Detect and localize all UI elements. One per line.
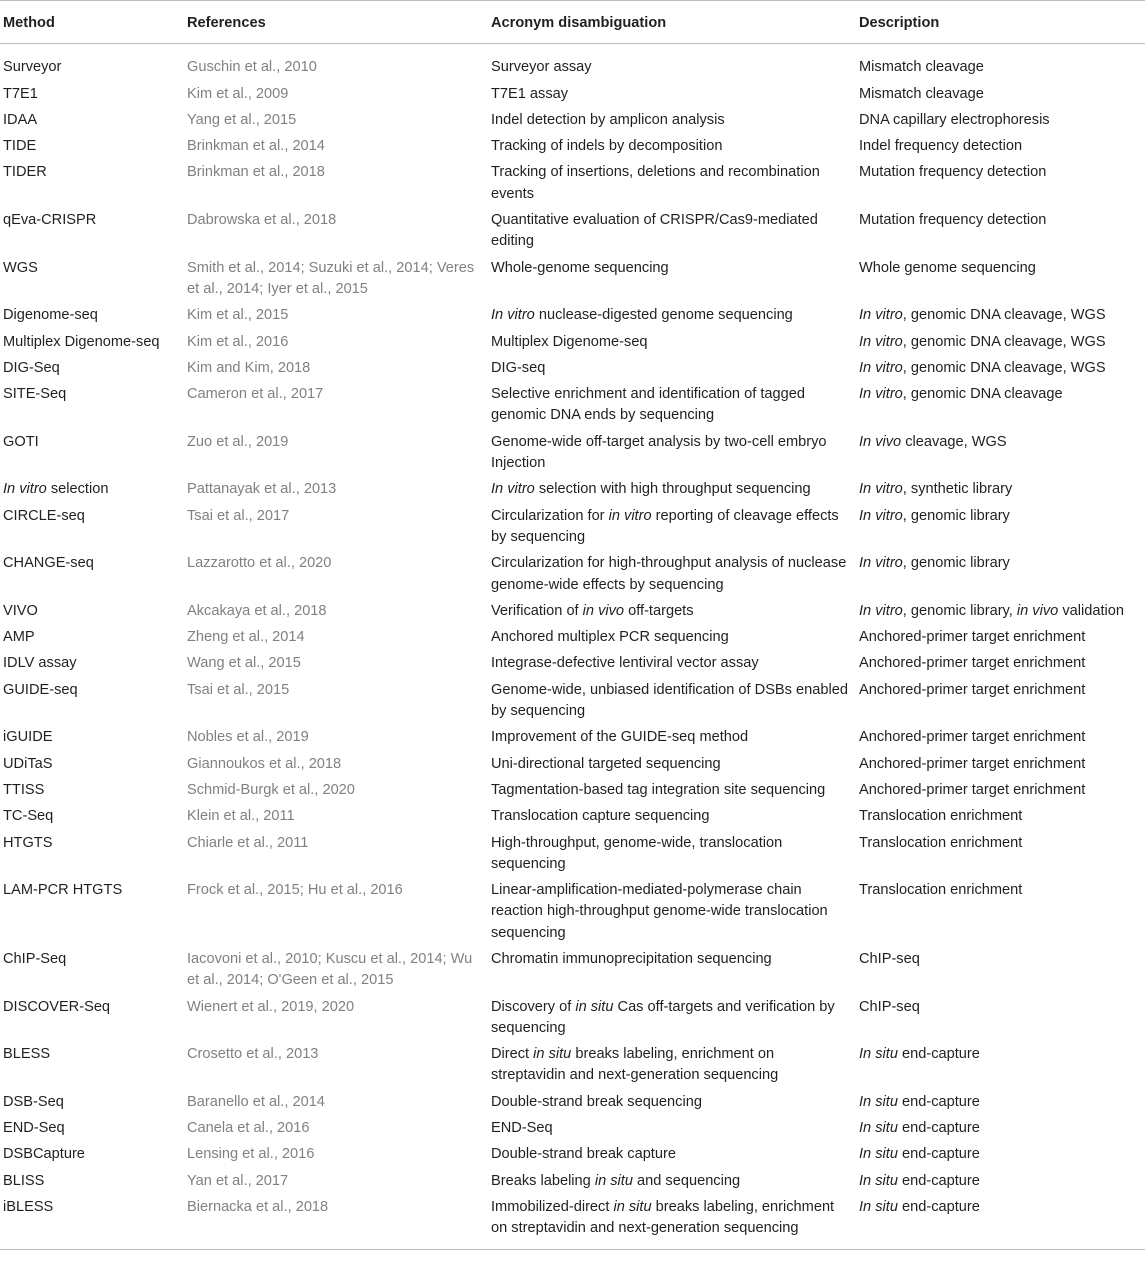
cell-references: Biernacka et al., 2018 [183,1195,487,1249]
cell-references: Brinkman et al., 2014 [187,138,325,155]
cell-description: Whole genome sequencing [859,259,1036,276]
cell-method: T7E1 [3,85,38,102]
table-row [0,1169,1145,1195]
cell-description: DNA capillary electrophoresis [859,111,1050,128]
cell-description: ChIP-seq [859,950,920,967]
cell-method: DISCOVER-Seq [3,998,111,1015]
cell-description: Anchored-primer target enrichment [859,655,1086,672]
table-row [0,804,1145,830]
cell-method: BLESS [3,1046,51,1063]
cell-acronym: Quantitative evaluation of CRISPR/Cas9-mediated editing [491,212,818,250]
cell-acronym: Immobilized-direct in situ breaks labeling, enrichment on streptavidin and next-generation sequencing [487,1195,855,1249]
cell-method: UDiTaS [3,755,53,772]
table-row [0,1042,1145,1090]
cell-references: Zheng et al., 2014 [187,629,305,646]
cell-description: In situ end-capture [859,1172,980,1189]
cell-description: In vitro, genomic DNA cleavage, WGS [859,359,1106,376]
table-row [0,778,1145,804]
cell-acronym: Double-strand break sequencing [491,1093,702,1110]
cell-references: Zuo et al., 2019 [187,433,289,450]
cell-acronym: Double-strand break capture [491,1146,676,1163]
cell-references: Wang et al., 2015 [187,655,301,672]
table-row [0,625,1145,651]
cell-method: iGUIDE [3,729,53,746]
cell-references: Crosetto et al., 2013 [187,1046,319,1063]
header-references: References [183,1,487,44]
cell-acronym: Circularization for in vitro reporting of cleavage effects by sequencing [491,507,839,545]
cell-description: In vitro, synthetic library [859,481,1013,498]
cell-references: Kim et al., 2015 [187,307,289,324]
cell-method: AMP [3,629,35,646]
cell-references: Smith et al., 2014; Suzuki et al., 2014; Veres et al., 2014; Iyer et al., 2015 [187,259,475,297]
cell-references: Giannoukos et al., 2018 [187,755,342,772]
cell-description: Anchored-primer target enrichment [859,755,1086,772]
table-row [0,878,1145,947]
cell-references: Cameron et al., 2017 [187,386,324,403]
cell-method: CHANGE-seq [3,555,94,572]
cell-references: Kim and Kim, 2018 [187,359,311,376]
cell-acronym: Direct in situ breaks labeling, enrichment on streptavidin and next-generation sequencing [491,1046,779,1084]
cell-acronym: T7E1 assay [491,85,569,102]
cell-method: CIRCLE-seq [3,507,85,524]
cell-method: GUIDE-seq [3,681,78,698]
cell-method: END-Seq [3,1120,65,1137]
cell-references: Pattanayak et al., 2013 [187,481,337,498]
table-row [0,44,1145,82]
cell-description: In vitro, genomic library, in vivo validation [859,602,1124,619]
cell-description: In vitro, genomic library [859,555,1010,572]
cell-acronym: Verification of in vivo off-targets [491,602,694,619]
cell-references: Klein et al., 2011 [187,808,295,825]
cell-method: TTISS [3,781,45,798]
table-row [0,1090,1145,1116]
table-row [0,678,1145,726]
table-row [0,160,1145,208]
cell-references: Kim et al., 2016 [187,333,289,350]
cell-description: In vitro, genomic DNA cleavage, WGS [859,333,1106,350]
cell-acronym: Tracking of indels by decomposition [491,138,723,155]
cell-description: In situ end-capture [855,1195,1145,1249]
cell-method: ChIP-Seq [3,950,67,967]
table-header [0,1,1145,44]
cell-method: DIG-Seq [3,359,60,376]
cell-method: LAM-PCR HTGTS [3,882,123,899]
cell-references: Baranello et al., 2014 [187,1093,325,1110]
header-acronym-disambiguation: Acronym disambiguation [487,1,855,44]
table-row [0,256,1145,304]
cell-description: Anchored-primer target enrichment [859,681,1086,698]
cell-method: SITE-Seq [3,386,67,403]
header-row [0,1,1145,44]
table-row [0,725,1145,751]
cell-description: Mismatch cleavage [859,59,984,76]
table-row [0,108,1145,134]
table-row [0,1195,1145,1249]
cell-references: Schmid-Burgk et al., 2020 [187,781,355,798]
cell-description: In vitro, genomic library [859,507,1010,524]
cell-method: Multiplex Digenome-seq [3,333,160,350]
cell-method: IDAA [3,111,38,128]
cell-description: Mutation frequency detection [859,164,1047,181]
table-row [0,599,1145,625]
table-row [0,134,1145,160]
cell-method: HTGTS [3,834,53,851]
cell-method: DSB-Seq [3,1093,64,1110]
cell-acronym: Tagmentation-based tag integration site sequencing [491,781,826,798]
cell-acronym: In vitro selection with high throughput sequencing [491,481,811,498]
cell-method: GOTI [3,433,39,450]
table-row [0,1116,1145,1142]
cell-description: Anchored-primer target enrichment [859,629,1086,646]
table-row [0,430,1145,478]
cell-acronym: Whole-genome sequencing [491,259,669,276]
cell-references: Brinkman et al., 2018 [187,164,325,181]
cell-method: IDLV assay [3,655,77,672]
cell-references: Yan et al., 2017 [187,1172,289,1189]
cell-references: Guschin et al., 2010 [187,59,317,76]
cell-acronym: Tracking of insertions, deletions and recombination events [491,164,820,202]
cell-acronym: Multiplex Digenome-seq [491,333,648,350]
table-row [0,330,1145,356]
cell-acronym: Circularization for high-throughput analysis of nuclease genome-wide effects by sequencing [491,555,847,593]
cell-acronym: Chromatin immunoprecipitation sequencing [491,950,772,967]
table-body [0,44,1145,1249]
cell-acronym: Indel detection by amplicon analysis [491,111,725,128]
table-row [0,651,1145,677]
cell-acronym: END-Seq [491,1120,553,1137]
cell-acronym: Surveyor assay [491,59,592,76]
cell-acronym: Integrase-defective lentiviral vector assay [491,655,759,672]
cell-description: In situ end-capture [859,1120,980,1137]
cell-description: ChIP-seq [859,998,920,1015]
table-row [0,1142,1145,1168]
table-row [0,303,1145,329]
header-description: Description [855,1,1145,44]
cell-references: Yang et al., 2015 [187,111,297,128]
cell-references: Lazzarotto et al., 2020 [187,555,332,572]
cell-references: Lensing et al., 2016 [187,1146,315,1163]
cell-acronym: Discovery of in situ Cas off-targets and verification by sequencing [491,998,835,1036]
cell-method: Surveyor [3,59,62,76]
header-method: Method [0,1,183,44]
cell-method: DSBCapture [3,1146,85,1163]
cell-description: Translocation enrichment [859,808,1023,825]
cell-acronym: Anchored multiplex PCR sequencing [491,629,729,646]
cell-acronym: In vitro nuclease-digested genome sequencing [491,307,793,324]
cell-method: BLISS [3,1172,45,1189]
cell-method: TIDE [3,138,37,155]
cell-acronym: Genome-wide off-target analysis by two-cell embryo Injection [491,433,827,472]
cell-description: Mismatch cleavage [859,85,984,102]
cell-acronym: Translocation capture sequencing [491,808,710,825]
cell-references: Chiarle et al., 2011 [187,834,309,851]
cell-references: Frock et al., 2015; Hu et al., 2016 [187,882,403,899]
table-row [0,504,1145,552]
cell-acronym: Linear-amplification-mediated-polymerase chain reaction high-throughput genome-wide translocation sequencing [491,882,828,941]
cell-references: Tsai et al., 2015 [187,681,290,698]
cell-method: VIVO [3,602,38,619]
cell-acronym: High-throughput, genome-wide, translocation sequencing [491,834,783,872]
cell-method: WGS [3,259,38,276]
table-row [0,752,1145,778]
cell-acronym: Improvement of the GUIDE-seq method [491,729,749,746]
table-row [0,208,1145,256]
cell-description: In situ end-capture [859,1093,980,1110]
cell-description: In situ end-capture [859,1146,980,1163]
cell-acronym: Genome-wide, unbiased identification of DSBs enabled by sequencing [491,681,848,720]
cell-references: Kim et al., 2009 [187,85,289,102]
cell-description: In vitro, genomic DNA cleavage, WGS [859,307,1106,324]
cell-references: Canela et al., 2016 [187,1120,310,1137]
table-row [0,995,1145,1043]
cell-references: Nobles et al., 2019 [187,729,309,746]
cell-description: Anchored-primer target enrichment [859,781,1086,798]
table-row [0,551,1145,599]
cell-method: iBLESS [0,1195,183,1249]
cell-references: Wienert et al., 2019, 2020 [187,998,355,1015]
cell-acronym: Uni-directional targeted sequencing [491,755,721,772]
cell-description: In situ end-capture [859,1046,980,1063]
cell-method: TC-Seq [3,808,54,825]
cell-description: Indel frequency detection [859,138,1023,155]
table-row [0,831,1145,879]
cell-description: Translocation enrichment [859,882,1023,899]
cell-description: In vivo cleavage, WGS [859,433,1007,450]
cell-references: Iacovoni et al., 2010; Kuscu et al., 2014; Wu et al., 2014; O'Geen et al., 2015 [187,950,473,989]
cell-description: Mutation frequency detection [859,212,1047,229]
cell-description: In vitro, genomic DNA cleavage [859,386,1063,403]
cell-description: Translocation enrichment [859,834,1023,851]
table-row [0,947,1145,995]
table-row [0,477,1145,503]
cell-description: Anchored-primer target enrichment [859,729,1086,746]
table-row [0,82,1145,108]
cell-acronym: Selective enrichment and identification of tagged genomic DNA ends by sequencing [491,386,805,424]
cell-method: qEva-CRISPR [3,212,97,229]
cell-method: Digenome-seq [3,307,98,324]
cell-references: Tsai et al., 2017 [187,507,290,524]
table-row [0,356,1145,382]
table-row [0,382,1145,430]
cell-method: TIDER [3,164,47,181]
cell-acronym: Breaks labeling in situ and sequencing [491,1172,741,1189]
cell-references: Akcakaya et al., 2018 [187,602,327,619]
cell-acronym: DIG-seq [491,359,546,376]
cell-references: Dabrowska et al., 2018 [187,212,337,229]
cell-method: In vitro selection [3,481,109,498]
